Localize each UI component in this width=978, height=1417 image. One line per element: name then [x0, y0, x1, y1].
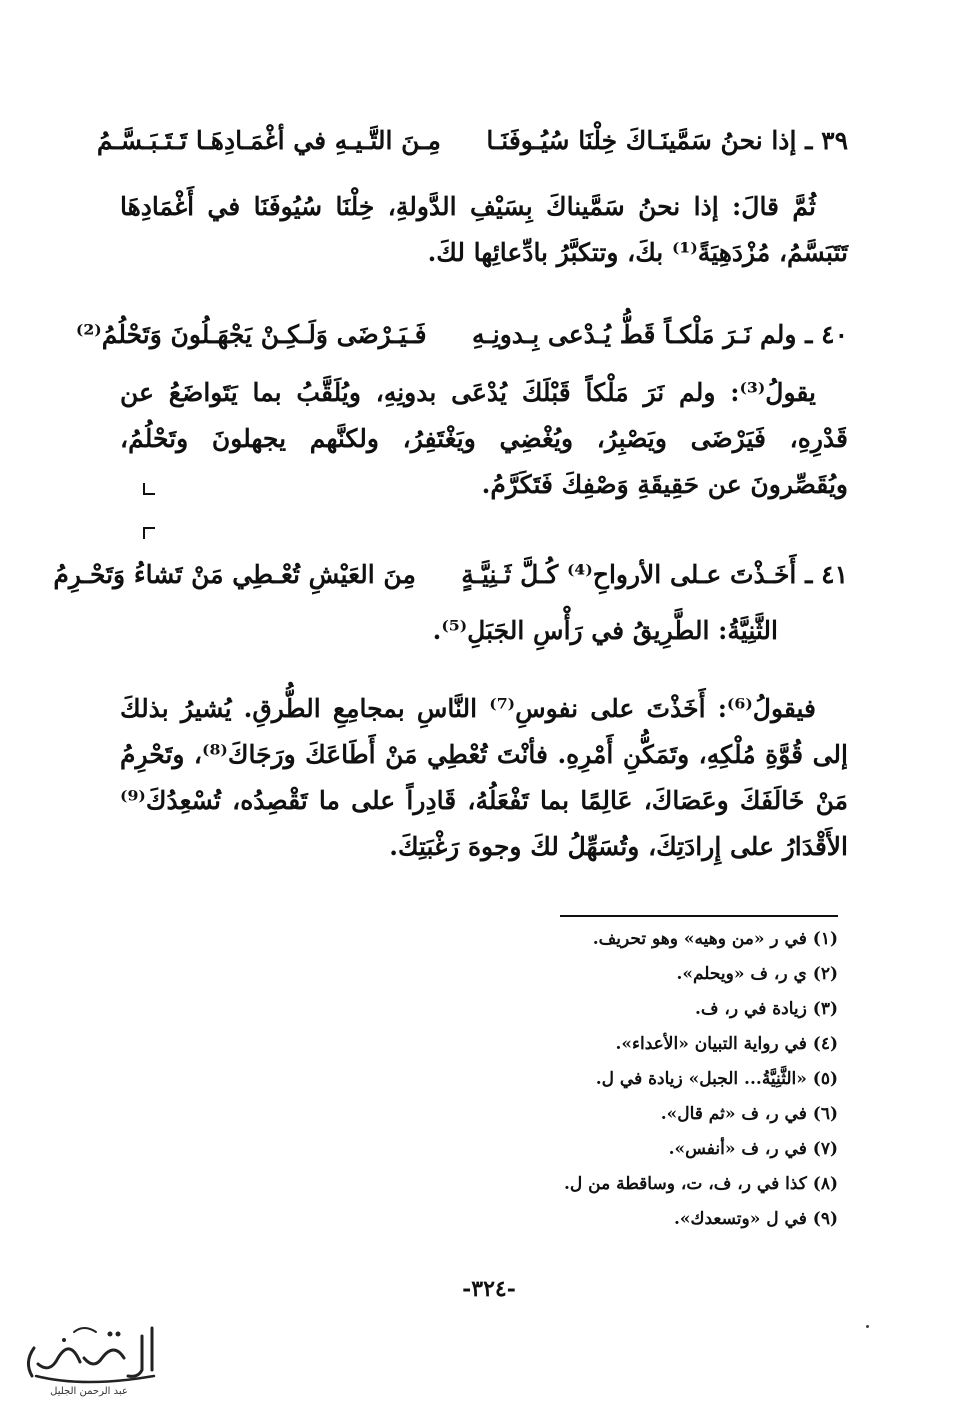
footnote-separator — [560, 915, 838, 917]
svg-text:عبد الرحمن الجليل: عبد الرحمن الجليل — [50, 1386, 128, 1397]
section-end-mark — [143, 483, 155, 495]
verse-first-hemistich: أَخَـذْتَ عـلى الأرواحِ⁽⁴⁾ كُـلَّ ثَـنِيَّـةٍ — [461, 560, 797, 589]
page-number: -٣٢٤- — [462, 1276, 516, 1302]
footnote-item: (٣) زيادة في ر، ف. — [694, 999, 838, 1019]
footnote-item: (١) في ر «من وهيه» وهو تحريف. — [592, 929, 838, 949]
footnote-item: (٢) ي ر، ف «ويحلم». — [676, 964, 838, 984]
verse-first-hemistich: إذا نحنُ سَمَّينَـاكَ خِلْنَا سُيُـوفَنَـا — [486, 126, 797, 155]
verse-41: ٤١ ـ أَخَـذْتَ عـلى الأرواحِ⁽⁴⁾ كُـلَّ ثَـنِيَّـةٍ مِنَ العَيْشِ تُعْـطِي مَنْ تَشاءُ وَتَحْـرِمُ — [53, 560, 848, 589]
footnotes-list — [418, 922, 838, 1237]
footnote-item: (٨) كذا في ر، ف، ت، وساقطة من ل. — [563, 1174, 838, 1194]
footnote-item: (٥) «الثَّنِيَّةُ... الجبل» زيادة في ل. — [595, 1069, 838, 1089]
verse-second-hemistich: مِـنَ التَّـيـهِ في أغْمَـادِهَـا تَـتَـبَـسَّـمُ — [96, 126, 441, 155]
verse-second-hemistich: فَـيَـرْضَى وَلَـكِـنْ يَجْهَـلُونَ وَتَحْلُمُ⁽²⁾ — [75, 320, 427, 349]
commentary-paragraph-2: يقولُ⁽³⁾: ولم نَرَ مَلْكاً قَبْلَكَ يُدْعَى بدونِهِ، ويُلَقَّبُ بما يَتَواضَعُ عن قَدْرِهِ، فَيَرْضَى ويَصْبِرُ، ويُغْضِي ويَغْتَفِرُ، ولكنَّهم يجهلونَ وتَحْلُمُ، ويُقَصِّرونَ عن حَقِيقَةِ وَصْفِكَ فَتَكَرَّمُ. — [120, 378, 848, 499]
verse-number: ٤١ — [821, 560, 848, 589]
footnote-item: (٦) في ر، ف «ثم قال». — [660, 1104, 838, 1124]
library-stamp-icon — [14, 1318, 164, 1398]
verse-number: ٤٠ — [821, 320, 848, 349]
verse-second-hemistich: مِنَ العَيْشِ تُعْـطِي مَنْ تَشاءُ وَتَحْـرِمُ — [53, 560, 416, 589]
verse-number: ٣٩ — [821, 126, 848, 155]
commentary-paragraph-3: فيقولُ⁽⁶⁾: أَخَذْتَ على نفوسِ⁽⁷⁾ النَّاسِ بمجامِعِ الطُّرقِ. يُشيرُ بذلكَ إلى قُوَّةِ مُلْكِهِ، وتَمَكُّنِ أَمْرِهِ. فأنْتَ تُعْطِي مَنْ أَطَاعَكَ ورَجَاكَ⁽⁸⁾، وتَحْرِمُ مَنْ خَالَفَكَ وعَصَاكَ، عَالِمًا بما تَفْعَلُهُ، قَادِراً على ما تَقْصِدُه، تُسْعِدُكَ⁽⁹⁾ الأَقْدَارُ على إِرادَتِكَ، وتُسَهِّلُ لكَ وجوهَ رَغْبَتِكَ. — [120, 694, 848, 861]
footnote-item: (٤) في رواية التبيان «الأعداء». — [615, 1034, 838, 1054]
footnote-item: (٧) في ر، ف «أنفس». — [668, 1139, 838, 1159]
footnote-item: (٩) في ل «وتسعدك». — [673, 1209, 838, 1229]
verse-40: ٤٠ ـ ولم نَـرَ مَلْكـاً قَطُّ يُـدْعى بِـدونِـهِ فَـيَـرْضَى وَلَـكِـنْ يَجْهَـلُونَ وَتَحْلُمُ⁽²⁾ — [75, 320, 848, 349]
verse-first-hemistich: ولم نَـرَ مَلْكـاً قَطُّ يُـدْعى بِـدونِـهِ — [472, 320, 797, 349]
scan-speck — [866, 1325, 869, 1328]
commentary-paragraph-1: ثُمَّ قالَ: إذا نحنُ سَمَّيناكَ بِسَيْفِ الدَّولةِ، خِلْنَا سُيُوفَنَا في أَغْمَادِهَا تَتَبَسَّمُ، مُزْدَهِيَةً⁽¹⁾ بكَ، وتتكبَّرُ بادِّعائِها لكَ. — [120, 192, 848, 267]
section-start-mark — [143, 527, 155, 539]
verse-39: ٣٩ ـ إذا نحنُ سَمَّينَـاكَ خِلْنَا سُيُـوفَنَـا مِـنَ التَّـيـهِ في أغْمَـادِهَـا تَـتَـبَـسَّـمُ — [96, 126, 848, 155]
verse-41-gloss: الثَّنِيَّةُ: الطَّرِيقُ في رَأْسِ الجَبَلِ⁽⁵⁾. — [432, 616, 778, 645]
